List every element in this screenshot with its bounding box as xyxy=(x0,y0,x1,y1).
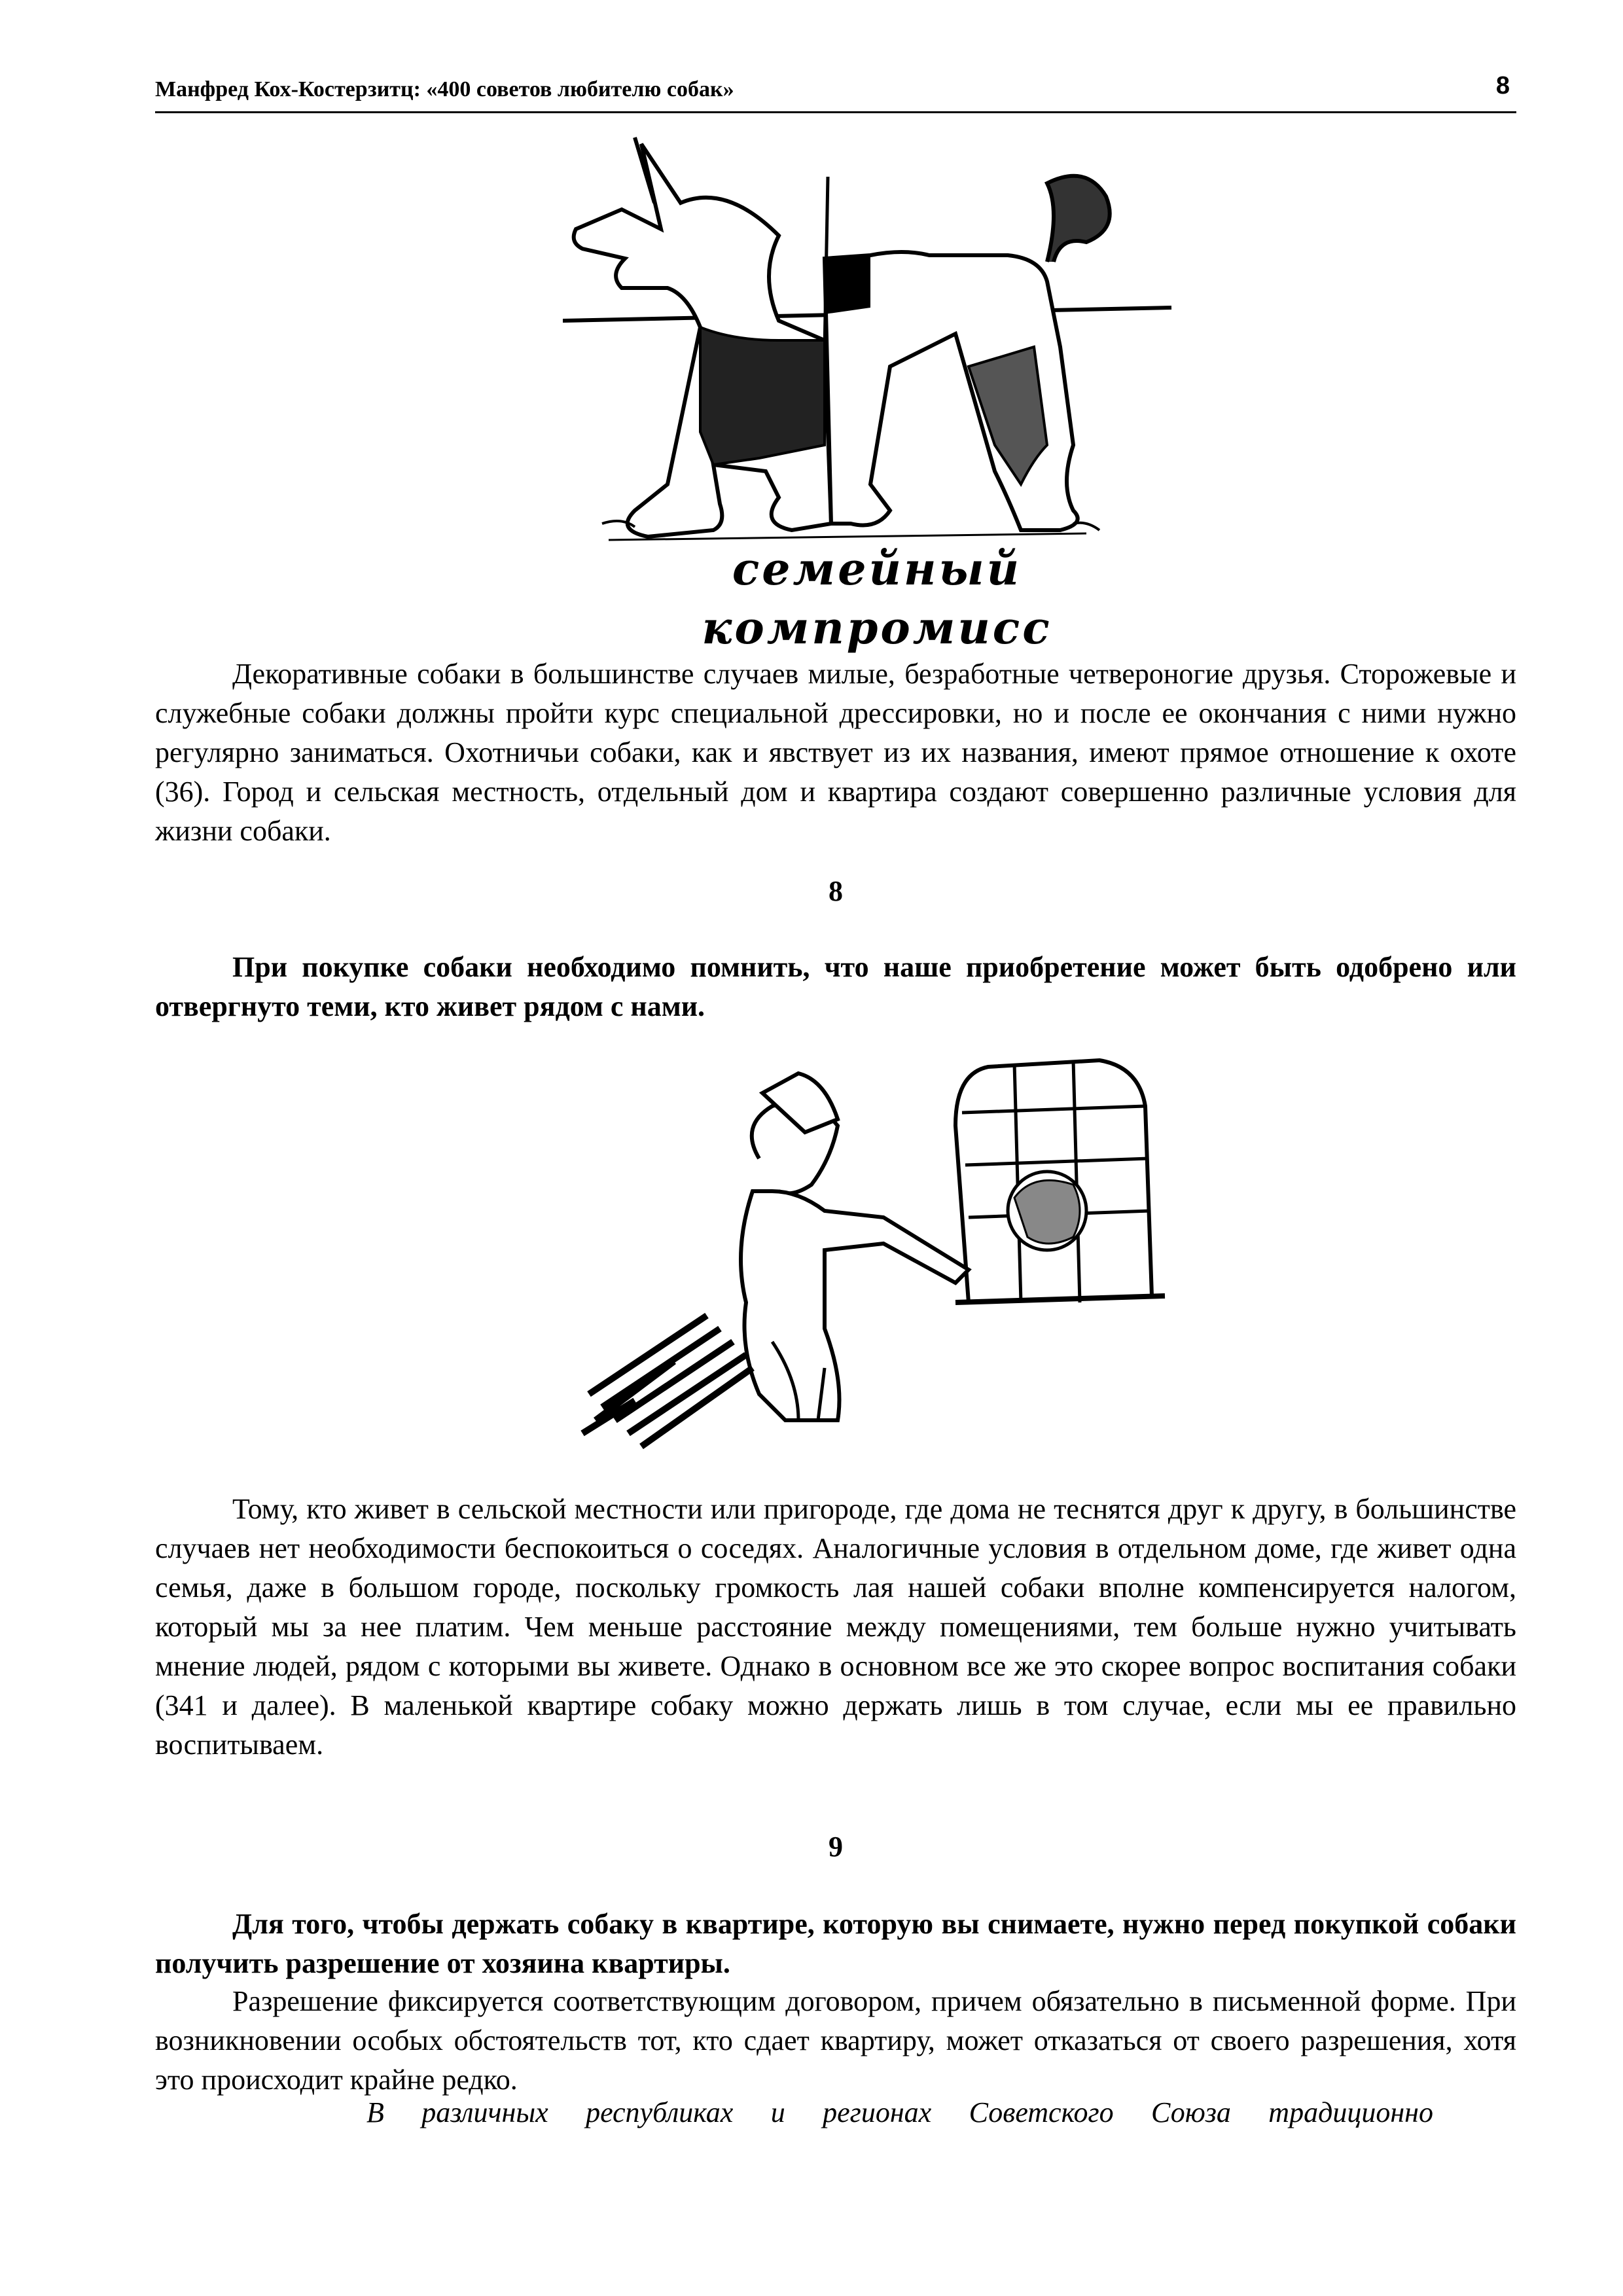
section-number-8: 8 xyxy=(829,875,843,907)
woman-window-dog-icon xyxy=(576,1054,1178,1460)
section-body-8: Тому, кто живет в сельской местности или пригороде, где дома не теснятся друг к другу, в большинстве случаев нет необходимости беспокоиться о соседях. Аналогичные условия в отдельном доме, где живет одна семья, даже в большом городе, поскольку громкость лая нашей собаки вполне компенсируется налогом, который мы за нее платим. Чем меньше расстояние между помещениями, тем больше нужно учитывать мнение людей, рядом с которыми вы живете. Однако в основном все же это скорее вопрос воспитания собаки (341 и далее). В маленькой квартире собаку можно держать лишь в том случае, если мы ее правильно воспитываем. xyxy=(155,1493,1516,1761)
woman-window-illustration xyxy=(576,1054,1178,1460)
section-heading-8: При покупке собаки необходимо помнить, что наше приобретение может быть одобрено или отвергнуто теми, кто живет рядом с нами. xyxy=(155,951,1516,1022)
section-heading-9: Для того, чтобы держать собаку в квартире, которую вы снимаете, нужно перед покупкой собаки получить разрешение от хозяина квартиры. xyxy=(155,1908,1516,1979)
running-title: Манфред Кох-Костерзитц: «400 советов любителю собак» xyxy=(155,77,734,101)
figure-caption: семейный компромисс xyxy=(702,543,1052,655)
dog-compromise-illustration xyxy=(563,131,1178,655)
paragraph-decorative-dogs: Декоративные собаки в большинстве случаев милые, безработные четвероногие друзья. Сторожевые и служебные собаки должны пройти курс специальной дрессировки, но и после ее окончания с ними нужно регулярно заниматься. Охотничьи собаки, как и явствует из их названия, имеют прямое отношение к охоте (36). Город и сельская местность, отдельный дом и квартира создают совершенно различные условия для жизни собаки. xyxy=(155,658,1516,847)
section-body-9: Разрешение фиксируется соответствующим договором, причем обязательно в письменной форме. При возникновении особых обстоятельств тот, кто сдает квартиру, может отказаться от своего разрешения, хотя это происходит крайне редко. xyxy=(155,1985,1516,2096)
section-number-9: 9 xyxy=(829,1831,843,1863)
page-number: 8 xyxy=(1495,72,1510,99)
continuation-italic-line: В различных республиках и регионах Советского Союза традиционно xyxy=(366,2096,1433,2128)
running-header xyxy=(155,72,1516,113)
